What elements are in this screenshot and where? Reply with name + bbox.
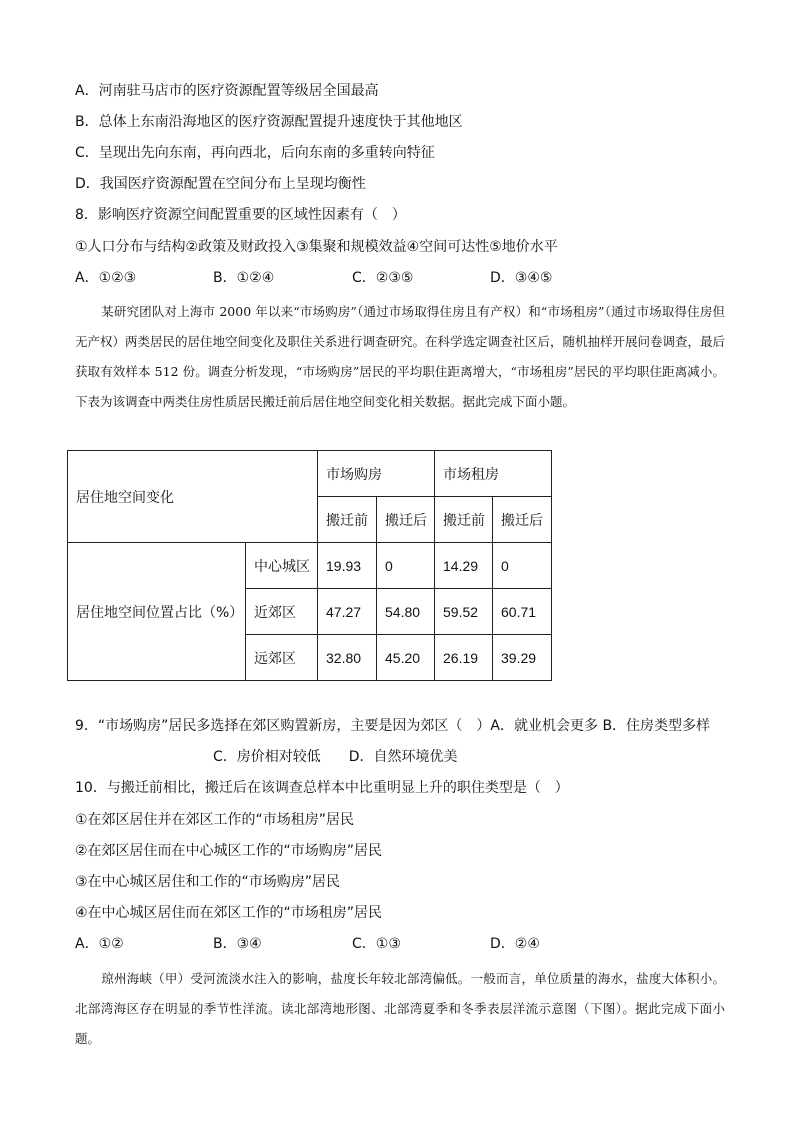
q10-item-4: ④在中心城区居住而在郊区工作的“市场租房”居民 (75, 905, 383, 921)
passage-qiongzhou (75, 964, 725, 1054)
q8-option-d: D．③④⑤ (490, 270, 553, 286)
q7-option-d: D．我国医疗资源配置在空间分布上呈现均衡性 (75, 176, 366, 192)
q8-option-c: C．②③⑤ (352, 270, 414, 286)
table-zone-label: 中心城区 (246, 543, 318, 589)
q8-factors: ①人口分布与结构②政策及财政投入③集聚和规模效益④空间可达性⑤地价水平 (75, 239, 558, 255)
table-zone-label: 远郊区 (246, 635, 318, 681)
passage-shanghai (75, 297, 725, 417)
table-row-group-label: 居住地空间位置占比（%） (68, 543, 246, 681)
table-group-buy: 市场购房 (318, 451, 435, 497)
q8-option-b: B．①②④ (213, 270, 275, 286)
table-header-label: 居住地空间变化 (68, 451, 318, 543)
passage-shanghai-text: 某研究团队对上海市 2000 年以来“市场购房”（通过市场取得住房且有产权）和“市场租房”（通过市场取得住房但无产权）两类居民的居住地空间变化及职住关系进行调查研究。在科学选定调查社区后，随机抽样开展问卷调查，最后获取有效样本 512 份。调查分析发现，“市场购房”居民的平均职住距离增大，“市场租房”居民的平均职住距离减小。下表为该调查中两类住房性质居民搬迁前后居住地空间变化相关数据。据此完成下面小题。 (75, 304, 726, 409)
q10-options (75, 934, 725, 954)
q10-item-3: ③在中心城区居住和工作的“市场购房”居民 (75, 874, 341, 890)
q10-item-1: ①在郊区居住并在郊区工作的“市场租房”居民 (75, 812, 355, 828)
table-buy-after: 搬迁后 (377, 497, 435, 543)
table-buy-before: 搬迁前 (318, 497, 377, 543)
q9-options-line2: C．房价相对较低 D．自然环境优美 (213, 749, 458, 765)
q8-option-a: A．①②③ (75, 270, 137, 286)
table-cell: 45.20 (377, 635, 435, 681)
q10-option-b: B．③④ (213, 936, 262, 952)
table-cell: 19.93 (318, 543, 377, 589)
q9-stem: 9．“市场购房”居民多选择在郊区购置新房，主要是因为郊区（ ）A．就业机会更多 B．住房类型多样 (75, 718, 711, 734)
q10-option-d: D．②④ (490, 936, 540, 952)
table-zone-label: 近郊区 (246, 589, 318, 635)
q10-item-2: ②在郊区居住而在中心城区工作的“市场购房”居民 (75, 843, 383, 859)
table-cell: 60.71 (493, 589, 552, 635)
q7-option-b: B．总体上东南沿海地区的医疗资源配置提升速度快于其他地区 (75, 114, 463, 130)
relocation-table (67, 450, 552, 681)
q10-option-a: A．①② (75, 936, 124, 952)
table-cell: 0 (377, 543, 435, 589)
table-cell: 47.27 (318, 589, 377, 635)
q7-option-c: C．呈现出先向东南，再向西北，后向东南的多重转向特征 (75, 145, 435, 161)
table-group-rent: 市场租房 (435, 451, 552, 497)
table-rent-before: 搬迁前 (435, 497, 493, 543)
q8-options (75, 268, 725, 288)
table-rent-after: 搬迁后 (493, 497, 552, 543)
table-cell: 32.80 (318, 635, 377, 681)
table-cell: 26.19 (435, 635, 493, 681)
q7-option-a: A．河南驻马店市的医疗资源配置等级居全国最高 (75, 83, 379, 99)
table-cell: 14.29 (435, 543, 493, 589)
q10-option-c: C．①③ (352, 936, 401, 952)
table-cell: 54.80 (377, 589, 435, 635)
table-cell: 0 (493, 543, 552, 589)
table-cell: 59.52 (435, 589, 493, 635)
table-cell: 39.29 (493, 635, 552, 681)
passage-qiongzhou-text: 琼州海峡（甲）受河流淡水注入的影响，盐度长年较北部湾偏低。一般而言，单位质量的海水，盐度大体积小。北部湾海区存在明显的季节性洋流。读北部湾地形图、北部湾夏季和冬季表层洋流示意图（下图）。据此完成下面小题。 (75, 971, 725, 1046)
q8-stem: 8．影响医疗资源空间配置重要的区域性因素有（ ） (75, 207, 406, 223)
q10-stem: 10．与搬迁前相比，搬迁后在该调查总样本中比重明显上升的职住类型是（ ） (75, 780, 569, 796)
